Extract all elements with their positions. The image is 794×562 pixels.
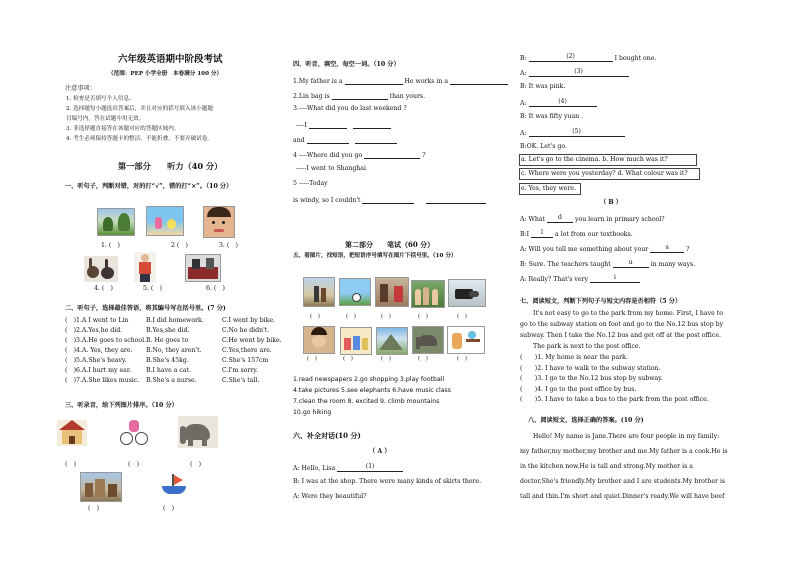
dialog-line: A: Will you tell me something about your s ? [520,244,690,253]
photo-clean-room [447,326,485,354]
dialog-line: B: Sure. The teachers taught u in many ways. [520,259,696,268]
judge-item[interactable]: ( )1. My home is near the park. [520,354,628,361]
dialog-line: B: I was at the shop. There were many kinds of skirts there. [293,478,482,485]
choice-item[interactable]: ( )4.A. Yes, they are. [65,347,133,354]
picture-town [80,472,122,502]
passage-line: The park is next to the post office. [533,343,641,350]
option-line: e. Yes, they were. [521,185,577,192]
dialog-line: B:I l a lot from our textbooks. [520,229,633,238]
dialog-line: A: (3) [520,69,629,77]
blank[interactable] [355,136,397,144]
passage-line: tall and thin.I'm short and quiet.Dinner's ready.We will have beef [520,493,725,500]
picture-house [57,420,87,446]
dialog-line: A: Really? That's very i [520,275,640,283]
blank[interactable]: l [531,230,553,238]
answer-bracket[interactable]: ( ) [457,356,467,362]
answer-bracket[interactable]: 4. ( ) [94,285,113,292]
choice-option[interactable]: C.He went by bike. [222,337,282,344]
choice-item[interactable]: ( )2.A.Yes,he did. [65,327,123,334]
dialog-a-heading: （ A ） [369,448,391,455]
note-line: 2. 选择题每小题选出答案后，并且对应的括号填入该小题题 [66,106,213,112]
choice-item[interactable]: ( )6.A.I hurt my ear. [65,367,132,374]
blank[interactable] [309,121,347,129]
fill-line-3: 3.----What did you do last weekend ? [293,105,407,112]
answer-bracket[interactable]: 6. ( ) [206,285,225,292]
blank[interactable]: (1) [337,464,403,472]
passage-line: go to the subway station on foot and go to the No.12 bus stop by [520,321,724,328]
section3-heading: 三、听录音，给下列图片排序。（10 分） [65,402,178,409]
choice-option[interactable]: B.I did homework. [146,317,204,324]
answer-bracket[interactable]: 2 ( ) [171,242,188,249]
fill-line-4b: -----I went to Shanghai [296,165,366,172]
photo-football [339,278,371,306]
phrase-line: 4.take pictures 5.see elephants 6.have music class [293,387,451,394]
judge-item[interactable]: ( )4. I go to the post office by bus. [520,386,637,393]
part2-heading: 第二部分 笔试（60 分） [345,240,435,249]
dialog-line: A: Hello, Lisa (1) [293,464,403,472]
passage-line: my father,my mother,my brother and me.My father is a cook.He is [520,448,728,455]
answer-bracket[interactable]: ( ) [88,505,100,512]
choice-option[interactable]: C.I went by bike. [222,317,276,324]
blank[interactable]: u [613,260,649,268]
dialog-line: A: What d you learn in primary school? [520,214,665,223]
judge-item[interactable]: ( )2. I have to walk to the subway station. [520,365,661,372]
section5-heading: 五、看图片，找短语，把短语序号填写在图片下括号里。（10 分） [293,253,457,259]
picture-park [97,208,135,236]
dialog-line: B: (2) I bought one. [520,53,657,62]
answer-bracket[interactable]: ( ) [190,461,202,468]
picture-beach [146,206,184,236]
blank[interactable] [426,196,486,204]
picture-person [134,252,156,282]
answer-bracket[interactable]: 5. ( ) [143,285,162,292]
answer-bracket[interactable]: ( ) [163,505,175,512]
section1-heading: 一、听句子，判断对错，对的打“√”，错的打“×”。（10 分） [65,183,233,190]
choice-item[interactable]: ( )1.A I went to Lin [65,317,129,324]
part1-heading: 第一部分 听力（40 分） [118,161,223,171]
blank[interactable] [345,77,403,85]
picture-elephant [178,416,218,448]
blank[interactable]: d [547,215,573,223]
answer-bracket[interactable]: ( ) [418,314,428,320]
dialog-line: A: (4) [520,99,597,107]
passage-line: It's not easy to go to the park from my home. First, I have to [533,310,723,317]
dialog-line: A: Were they beautiful? [293,493,367,500]
passage-line: subway. Then I take the No.12 bus and get off at the post office. [520,332,721,339]
picture-girl-face [203,206,235,238]
blank[interactable] [450,77,508,85]
fill-line-3c: and [293,136,397,144]
choice-option[interactable]: B.Yes,she did. [146,327,190,334]
dialog-b-heading: （ B ） [600,199,622,206]
fill-line-5: 5 -----Today [293,180,328,187]
choice-item[interactable]: ( )7.A.She likes music. [65,377,140,384]
choice-option[interactable]: B.I have a cat. [146,367,191,374]
answer-bracket[interactable]: ( ) [457,314,467,320]
photo-excited-girl [303,326,335,354]
section2-heading: 二、听句子，选择最佳答语，将其编号写在括号里。(7 分) [65,305,226,312]
photo-shopping [375,277,409,307]
choice-option[interactable]: C.No he didn't. [222,327,270,334]
fill-line-1: 1.My father is a He works in a [293,77,508,85]
blank[interactable]: s [650,245,684,253]
dialog-line: A: (5) [520,129,625,137]
dialog-line: B:OK. Let's go. [520,143,567,150]
note-line: 1. 检查是否填写个人信息。 [66,96,135,102]
choice-option[interactable]: C.Yes,there are. [222,347,272,354]
choice-item[interactable]: ( )5.A.She's heavy. [65,357,127,364]
passage-line: doctor.She's friendly.My brother and I are students.My brother is [520,478,726,485]
choice-option[interactable]: C.I'm sorry. [222,367,258,374]
blank[interactable] [364,151,420,159]
choice-item[interactable]: ( )3.A.He goes to school. [65,337,147,344]
answer-bracket[interactable]: ( ) [381,314,391,320]
choice-option[interactable]: B. He goes to [146,337,189,344]
answer-bracket[interactable]: ( ) [418,356,428,362]
answer-bracket[interactable]: 3. ( ) [219,242,238,249]
fill-line-3b: ----I [296,121,391,129]
answer-bracket[interactable]: 1. ( ) [101,242,120,249]
notes-title: 注意事项： [65,85,96,92]
section4-heading: 四、听音，填空，每空一词。（10 分） [293,61,400,68]
picture-ship-cartoon [160,472,188,498]
blank[interactable] [362,196,414,204]
choice-option[interactable]: C.She's tall. [222,377,260,384]
choice-option[interactable]: B.She's a nurse. [146,377,197,384]
section8-heading: 八、阅读短文，选择正确的答案。(10 分) [528,417,644,424]
section7-heading: 七、阅读短文，判断下列句子与短文内容是否相符（5 分） [520,298,682,305]
exam-subtitle: （范围：PEP 小学全册 本卷满分 100 分） [108,71,223,77]
note-line: 4. 考生必须保持答题卡的整洁。不能折叠，不要弄破试卷。 [66,136,213,142]
passage-line: in the kitchen now.He is tall and strong.My mother is a [520,463,693,470]
photo-group [411,280,445,308]
blank[interactable] [307,136,349,144]
judge-item[interactable]: ( )5. I have to take a bus to the park from the post office. [520,396,709,403]
picture-shopping [185,254,221,282]
option-line: a. Let's go to the cinema. b. How much was it? [521,156,668,163]
note-line: 目编号内。答在试题中用无效。 [66,116,145,122]
blank[interactable]: i [590,275,640,283]
phrase-line: 1.read newspapers 2.go shopping 3.play football [293,376,445,383]
photo-mountains [376,327,408,355]
choice-option[interactable]: C.She's 157cm [222,357,269,364]
photo-music-class [340,327,372,355]
answer-bracket[interactable]: ( ) [381,356,391,362]
option-line: c. Where were you yesterday? d. What colour was it? [521,170,688,177]
judge-item[interactable]: ( )3. I go to the No.12 bus stop by subway. [520,375,663,382]
dialog-line: B: It was fifty yuan . [520,113,584,120]
blank[interactable] [332,92,388,100]
blank[interactable]: (3) [529,69,629,77]
blank[interactable]: (2) [529,54,613,62]
blank[interactable]: (5) [529,129,625,137]
blank[interactable] [353,121,391,129]
picture-rabbits [84,256,118,282]
answer-bracket[interactable]: ( ) [310,314,320,320]
passage-line: Hello! My name is Jane.There are four people in my family: [533,433,720,440]
answer-bracket[interactable]: ( ) [307,356,317,362]
fill-line-2: 2.Lin bag is than yours. [293,92,426,100]
answer-bracket[interactable]: ( ) [65,461,77,468]
answer-bracket[interactable]: ( ) [128,461,140,468]
photo-elephants [412,326,444,354]
fill-line-4: 4 ----Where did you go ? [293,151,426,159]
choice-option[interactable]: B.She's 45kg. [146,357,189,364]
phrase-line: 7.clean the room 8. excited 9. climb mountains [293,398,440,405]
note-line: 3. 非选择题直接答在该题对应的答题区域内。 [66,126,180,132]
answer-bracket[interactable]: ( ) [346,314,356,320]
answer-bracket[interactable]: ( ) [343,356,353,362]
exam-title: 六年级英语期中阶段考试 [118,54,223,65]
phrase-line: 10.go hiking [293,409,332,416]
photo-camera [448,279,486,307]
section6-heading: 六、补全对话(10 分) [293,431,361,440]
photo-hiking [303,277,335,307]
blank[interactable]: (4) [529,99,597,107]
picture-bicycle-cartoon [118,418,150,446]
fill-line-5b: is windy, so I couldn't [293,196,486,204]
dialog-line: B: It was pink. [520,83,566,90]
choice-option[interactable]: B.No, they aren't. [146,347,202,354]
